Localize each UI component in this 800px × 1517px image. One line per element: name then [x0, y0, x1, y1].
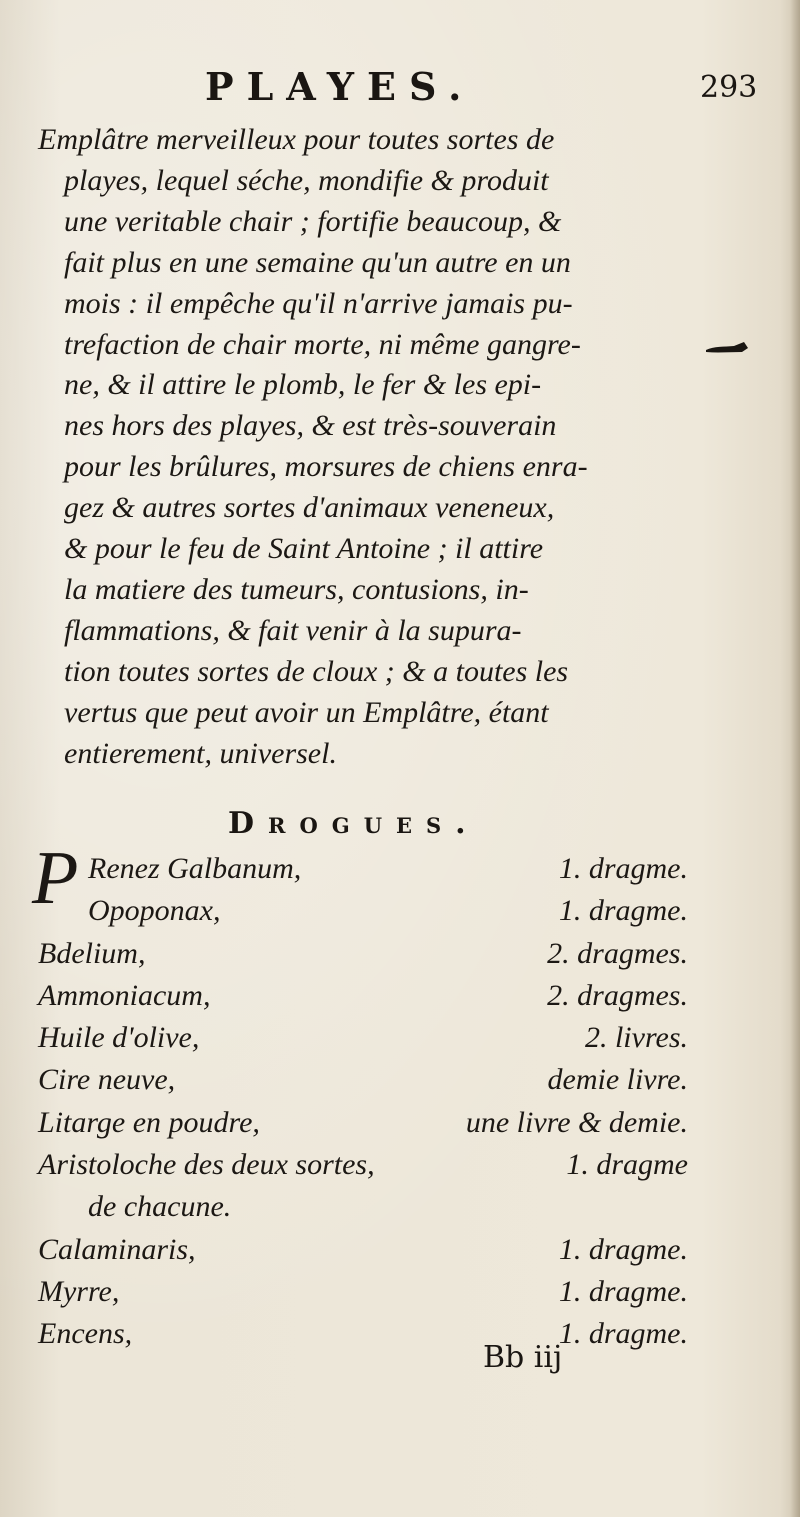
list-item	[38, 937, 688, 979]
text-line: une veritable chair ; fortifie beaucoup, &	[64, 204, 562, 238]
list-item	[38, 1148, 688, 1190]
list-item	[38, 1021, 688, 1063]
text-line: & pour le feu de Saint Antoine ; il attire	[64, 532, 544, 566]
ingredient-quantity: 1. dragme.	[558, 1232, 688, 1266]
ingredient-quantity: une livre & demie.	[465, 1105, 688, 1139]
ingredient-quantity: 2. dragmes.	[547, 978, 688, 1012]
text-line: playes, lequel séche, mondifie & produit	[64, 163, 549, 197]
running-head: PLAYES.	[205, 64, 475, 109]
list-item	[38, 1190, 688, 1232]
list-item	[38, 1317, 688, 1359]
ingredient-name: Calaminaris,	[38, 1232, 196, 1266]
ink-mark-icon	[704, 338, 750, 358]
ingredient-quantity: 2. livres.	[584, 1021, 688, 1055]
recipe-description	[38, 120, 678, 775]
ingredient-name: Cire neuve,	[38, 1063, 176, 1097]
section-heading: Drogues.	[228, 806, 480, 841]
ingredient-name: Opoponax,	[88, 894, 221, 928]
ingredients-list	[32, 836, 688, 1360]
ingredient-quantity: demie livre.	[547, 1063, 688, 1097]
text-line: fait plus en une semaine qu'un autre en un	[64, 245, 571, 279]
ingredient-name: Myrre,	[38, 1274, 120, 1308]
text-line: ne, & il attire le plomb, le fer & les epi-	[64, 368, 542, 402]
text-line: mois : il empêche qu'il n'arrive jamais pu-	[64, 286, 573, 320]
page-gutter-shadow	[790, 0, 800, 1517]
ingredient-name: Litarge en poudre,	[38, 1105, 260, 1139]
text-line: gez & autres sortes d'animaux veneneux,	[64, 491, 555, 525]
ingredient-quantity: 1. dragme.	[558, 852, 688, 885]
drop-cap: P	[32, 836, 79, 920]
ingredient-name: Ammoniacum,	[38, 978, 211, 1012]
text-line: la matiere des tumeurs, contusions, in-	[64, 572, 529, 606]
page-number: 293	[700, 70, 758, 105]
text-line: nes hors des playes, & est très-souverain	[64, 409, 557, 443]
text-line: tion toutes sortes de cloux ; & a toutes les	[64, 654, 569, 688]
ingredient-name: Aristoloche des deux sortes,	[38, 1148, 375, 1182]
list-item	[38, 979, 688, 1021]
list-item	[38, 1275, 688, 1317]
ingredient-name: Huile d'olive,	[38, 1021, 200, 1055]
text-line: pour les brûlures, morsures de chiens enra-	[64, 450, 588, 484]
ingredient-quantity: 1. dragme.	[558, 1274, 688, 1308]
text-line: flammations, & fait venir à la supura-	[64, 613, 522, 647]
ingredient-name: Encens,	[38, 1317, 133, 1351]
signature-mark: Bb iij	[483, 1340, 563, 1375]
list-item	[38, 1106, 688, 1148]
ingredient-name: de chacune.	[88, 1190, 232, 1224]
list-item	[38, 1233, 688, 1275]
text-line: Emplâtre merveilleux pour toutes sortes de	[38, 123, 555, 156]
ingredient-name: Renez Galbanum,	[88, 852, 302, 885]
list-item	[38, 894, 688, 936]
text-line: vertus que peut avoir un Emplâtre, étant	[64, 695, 549, 729]
ingredient-quantity: 1. dragme.	[558, 894, 688, 928]
text-line: trefaction de chair morte, ni même gangre-	[64, 327, 581, 361]
ingredient-quantity: 1. dragme	[566, 1148, 688, 1182]
ingredient-quantity: 2. dragmes.	[547, 936, 688, 970]
ingredient-name: Bdelium,	[38, 936, 146, 970]
ingredient-quantity: 1. dragme.	[558, 1317, 688, 1351]
list-item	[38, 1063, 688, 1105]
text-line: entierement, universel.	[64, 736, 337, 770]
